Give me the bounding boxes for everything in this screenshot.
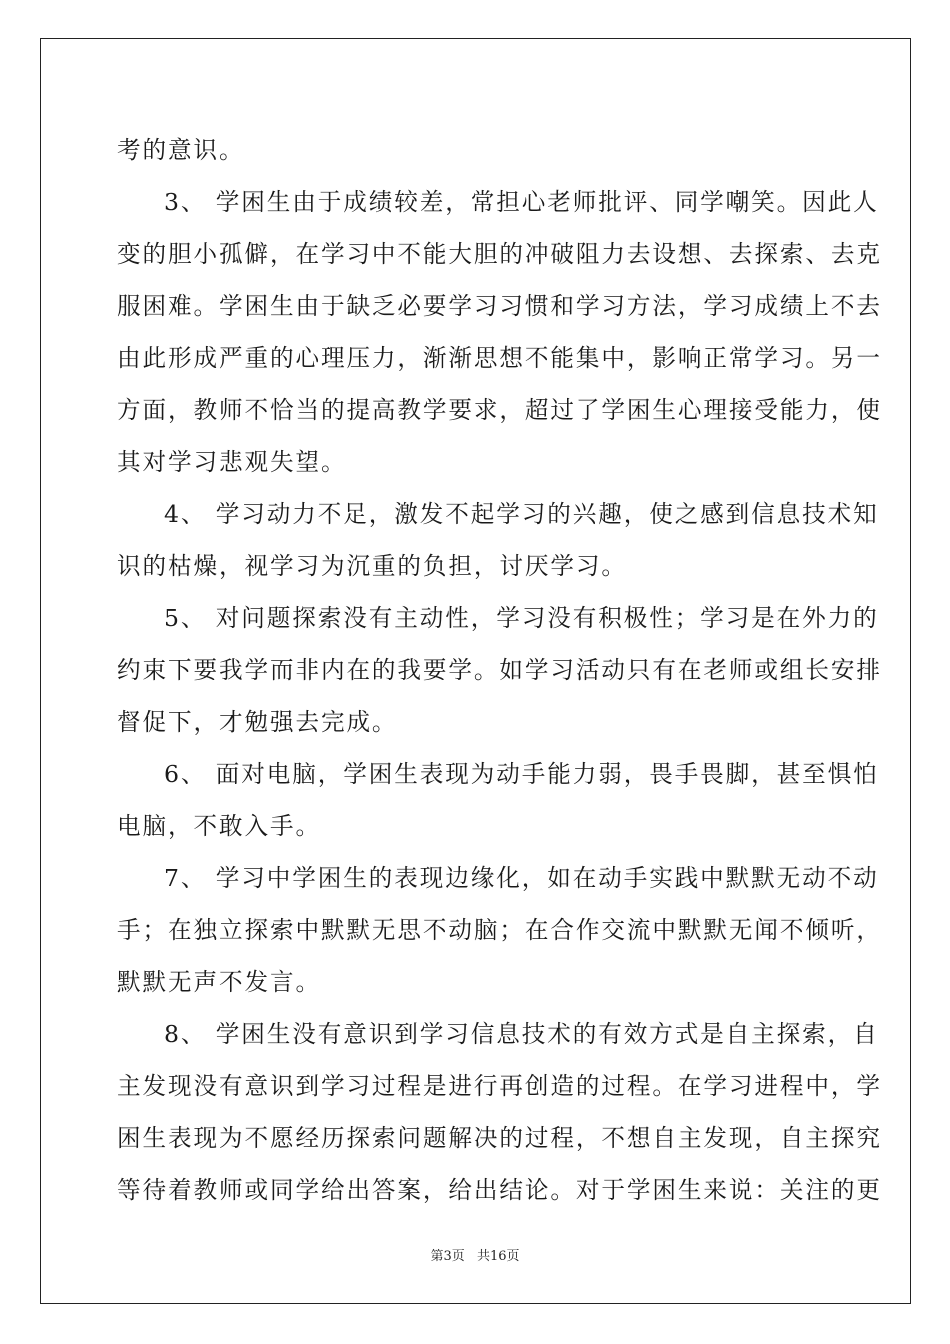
page-footer	[0, 1245, 950, 1264]
text-line: 服困难。学困生由于缺乏必要学习习惯和学习方法，学习成绩上不去	[117, 292, 882, 320]
text-line: 督促下，才勉强去完成。	[117, 708, 398, 736]
text-line: 8、 学困生没有意识到学习信息技术的有效方式是自主探索，自	[164, 1020, 879, 1048]
text-line: 电脑，不敢入手。	[117, 812, 321, 840]
text-line: 6、 面对电脑，学困生表现为动手能力弱，畏手畏脚，甚至惧怕	[164, 760, 879, 788]
text-line: 等待着教师或同学给出答案，给出结论。对于学困生来说：关注的更	[117, 1176, 882, 1204]
text-line: 识的枯燥，视学习为沉重的负担，讨厌学习。	[117, 552, 627, 580]
text-line: 变的胆小孤僻，在学习中不能大胆的冲破阻力去设想、去探索、去克	[117, 240, 882, 268]
text-line: 3、 学困生由于成绩较差，常担心老师批评、同学嘲笑。因此人	[164, 188, 879, 216]
text-line: 5、 对问题探索没有主动性，学习没有积极性；学习是在外力的	[164, 604, 879, 632]
text-line: 困生表现为不愿经历探索问题解决的过程，不想自主发现，自主探究	[117, 1124, 882, 1152]
text-line: 由此形成严重的心理压力，渐渐思想不能集中，影响正常学习。另一	[117, 344, 882, 372]
text-line: 手；在独立探索中默默无思不动脑；在合作交流中默默无闻不倾听，	[117, 916, 882, 944]
text-line: 考的意识。	[117, 136, 245, 164]
text-line: 主发现没有意识到学习过程是进行再创造的过程。在学习进程中，学	[117, 1072, 882, 1100]
text-line: 4、 学习动力不足，激发不起学习的兴趣，使之感到信息技术知	[164, 500, 879, 528]
page-total: 共16页	[476, 1249, 520, 1264]
text-line: 其对学习悲观失望。	[117, 448, 347, 476]
page-number: 第3页	[430, 1249, 465, 1264]
text-line: 约束下要我学而非内在的我要学。如学习活动只有在老师或组长安排	[117, 656, 882, 684]
text-line: 7、 学习中学困生的表现边缘化，如在动手实践中默默无动不动	[164, 864, 879, 892]
text-line: 默默无声不发言。	[117, 968, 321, 996]
text-line: 方面，教师不恰当的提高教学要求，超过了学困生心理接受能力，使	[117, 396, 882, 424]
document-body	[117, 124, 882, 1216]
